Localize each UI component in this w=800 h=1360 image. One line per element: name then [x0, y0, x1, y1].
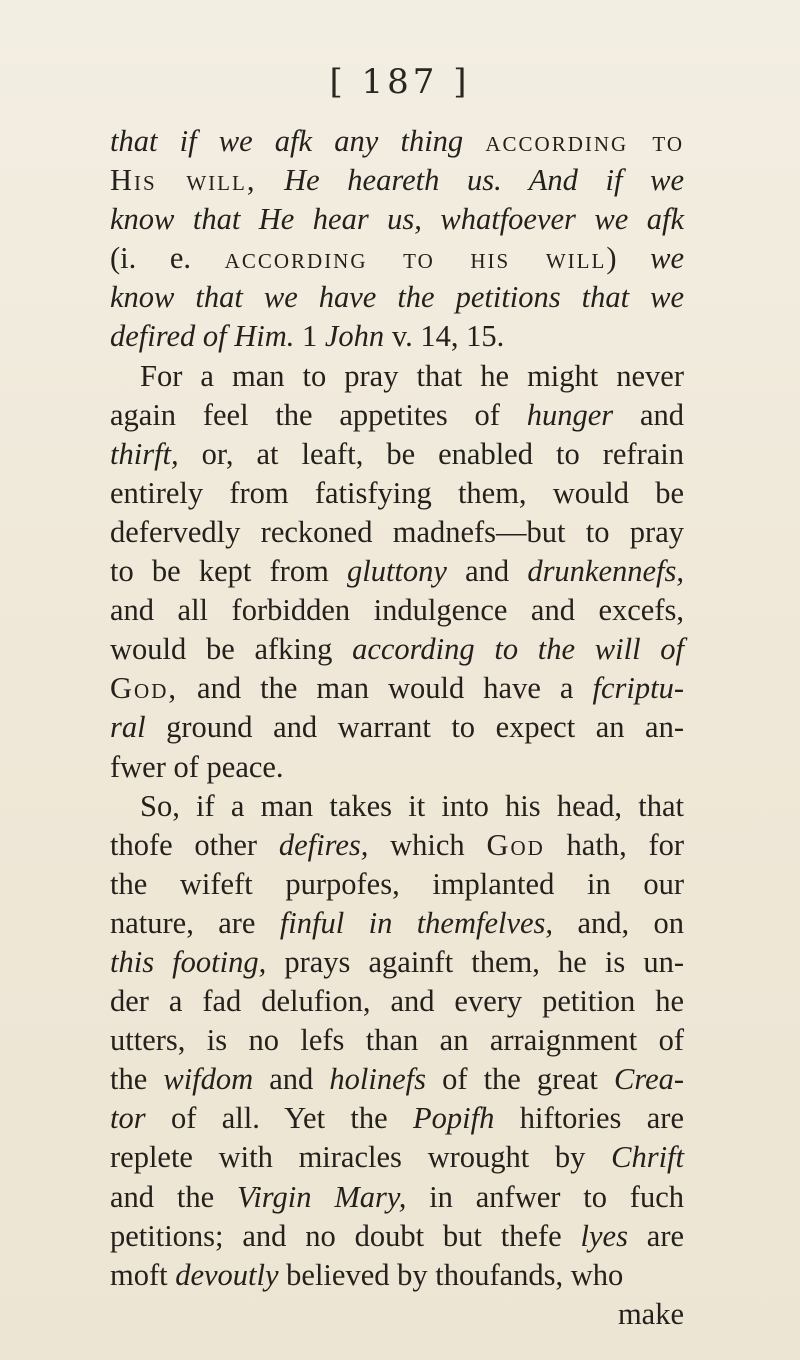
- text-run: again feel the appetites of: [110, 397, 527, 432]
- text-run: [256, 163, 284, 197]
- text-run: according to his will: [224, 241, 607, 276]
- text-line: [110, 630, 684, 669]
- text-run: this footing,: [110, 944, 267, 979]
- text-line: [110, 982, 684, 1021]
- text-run: So, if a man takes it into his head, that: [140, 788, 684, 823]
- body-text: [110, 122, 684, 1334]
- text-run: 1: [294, 319, 325, 354]
- text-run: the wifeft purpofes, implanted in our: [110, 866, 684, 901]
- text-run: God: [486, 827, 545, 862]
- text-line: [110, 435, 684, 474]
- text-run: the: [110, 1062, 164, 1097]
- text-run: and, on: [553, 905, 684, 940]
- text-line: [110, 317, 684, 356]
- text-line: [110, 513, 684, 552]
- text-run: and: [446, 554, 528, 589]
- text-line: [110, 669, 684, 708]
- text-run: der a fad delufion, and every petition he: [110, 984, 684, 1019]
- text-run: fcriptu-: [592, 671, 684, 706]
- text-run: (i. e.: [110, 241, 225, 276]
- text-line: [110, 591, 684, 630]
- text-run: which: [368, 827, 487, 862]
- text-run: defires,: [278, 827, 369, 862]
- text-run: defervedly reckoned madnefs—but to pray: [110, 514, 684, 549]
- text-run: lyes: [580, 1218, 628, 1253]
- text-line: [110, 826, 684, 865]
- text-line: [110, 357, 684, 396]
- text-run: know that we have the petitions that we: [110, 280, 684, 315]
- text-line: [110, 787, 684, 826]
- text-line: [110, 200, 684, 239]
- text-line: [110, 708, 684, 747]
- text-run: in anfwer to fuch: [406, 1179, 684, 1214]
- text-run: prays againft them, he is un-: [266, 944, 684, 979]
- text-run: finful in themfelves,: [279, 905, 554, 940]
- text-line: [110, 552, 684, 591]
- text-line: [110, 1060, 684, 1099]
- text-run: according to: [485, 124, 684, 158]
- text-run: nature, are: [110, 905, 280, 940]
- text-run: and the man would have a: [177, 671, 593, 706]
- text-run: defired of Him.: [110, 319, 295, 354]
- text-line: [110, 1138, 684, 1177]
- text-run: and all forbidden indulgence and excefs,: [110, 593, 684, 628]
- text-line: [110, 474, 684, 513]
- text-run: will,: [186, 163, 257, 198]
- text-line: [110, 748, 684, 787]
- text-run: Chrift: [611, 1140, 684, 1175]
- page-number: [ 187 ]: [329, 62, 471, 102]
- text-run: thofe other: [110, 827, 279, 862]
- text-line: [110, 161, 684, 200]
- text-run: of all. Yet the: [145, 1101, 414, 1136]
- text-run: His: [110, 163, 187, 198]
- text-line: [110, 122, 684, 161]
- text-line: [110, 904, 684, 943]
- text-run: For a man to pray that he might never: [140, 358, 684, 393]
- text-run: hunger: [526, 397, 614, 432]
- text-run: replete with miracles wrought by: [110, 1140, 612, 1175]
- text-run: thirft,: [110, 436, 179, 471]
- text-run: believed by thoufands, who: [278, 1257, 624, 1292]
- text-run: ground and warrant to expect an an-: [145, 710, 684, 745]
- text-run: devoutly: [175, 1257, 279, 1292]
- text-run: of the great: [426, 1062, 614, 1097]
- text-run: that if we afk any thing: [110, 124, 486, 158]
- text-run: gluttony: [346, 554, 447, 589]
- text-run: He heareth us. And if we: [284, 163, 685, 198]
- text-run: John: [324, 319, 385, 354]
- text-run: would be afking: [110, 632, 353, 667]
- text-run: ral: [110, 710, 146, 745]
- text-run: hath, for: [544, 827, 685, 862]
- text-run: we: [650, 241, 684, 276]
- text-line: [110, 396, 684, 435]
- text-run: moft: [110, 1257, 176, 1292]
- catchword: make: [617, 1296, 684, 1331]
- text-run: entirely from fatisfying them, would be: [110, 475, 684, 510]
- text-run: Crea-: [613, 1062, 685, 1097]
- text-run: God,: [110, 671, 178, 706]
- text-line: [110, 1099, 684, 1138]
- text-line: [110, 239, 684, 278]
- text-line: [110, 278, 684, 317]
- text-run: to be kept from: [110, 554, 347, 589]
- text-run: are: [627, 1218, 685, 1253]
- text-line: [110, 943, 684, 982]
- text-run: Virgin Mary,: [236, 1179, 407, 1214]
- text-line: [110, 865, 684, 904]
- text-line: [110, 1021, 684, 1060]
- text-run: ): [606, 241, 651, 276]
- text-run: wifdom: [163, 1062, 254, 1097]
- text-run: tor: [110, 1101, 146, 1136]
- text-line: [110, 1178, 684, 1217]
- text-run: fwer of peace.: [110, 749, 284, 784]
- text-run: Popifh: [413, 1101, 495, 1136]
- text-run: hiftories are: [494, 1101, 684, 1136]
- text-run: and: [613, 397, 684, 432]
- text-line: [110, 1217, 684, 1256]
- text-run: and: [253, 1062, 330, 1097]
- text-run: and the: [110, 1179, 237, 1214]
- text-run: petitions; and no doubt but thefe: [110, 1218, 581, 1253]
- text-run: drunkennefs,: [527, 554, 685, 589]
- text-run: according to the will of: [352, 632, 684, 667]
- text-run: or, at leaft, be enabled to refrain: [178, 436, 684, 471]
- text-run: v. 14, 15.: [384, 319, 505, 354]
- text-line: [110, 1256, 684, 1295]
- text-run: holinefs: [329, 1062, 426, 1097]
- text-run: utters, is no lefs than an arraignment of: [110, 1023, 684, 1058]
- text-run: know that He hear us, whatfoever we afk: [110, 202, 684, 237]
